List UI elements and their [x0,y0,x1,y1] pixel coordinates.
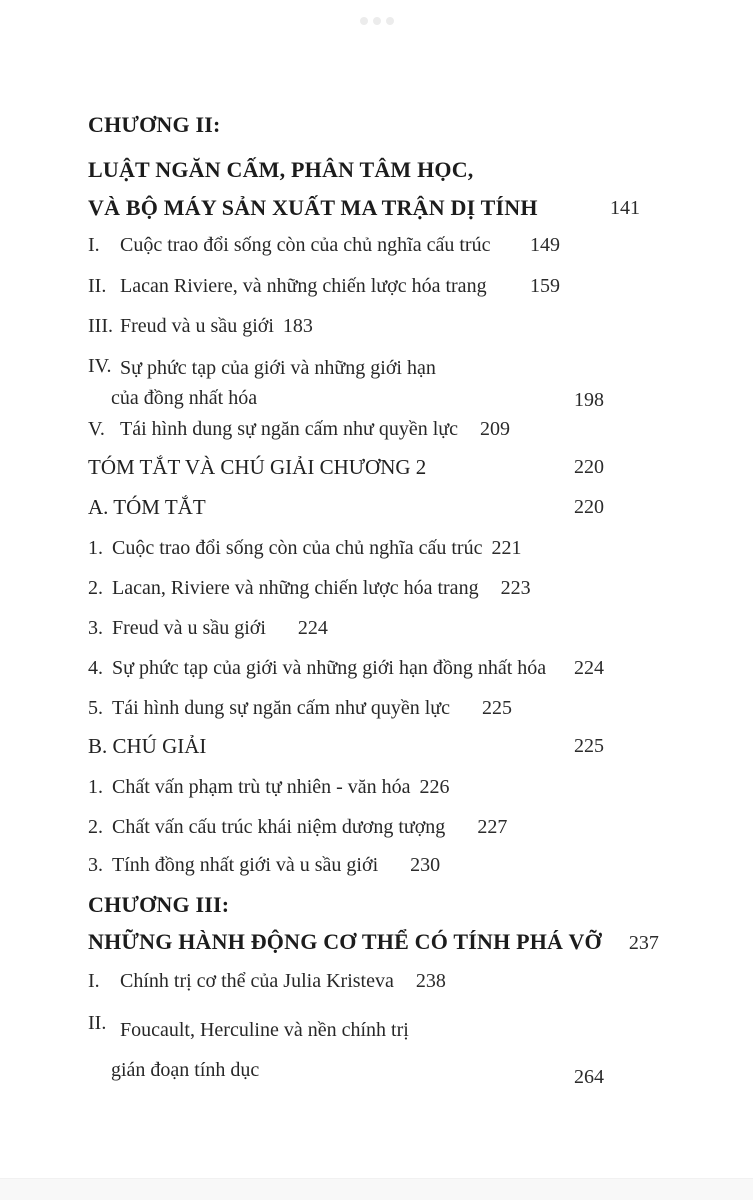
page-number: 225 [482,697,513,719]
toc-item [88,695,733,721]
item-numeral: II. [88,1012,107,1034]
chapter-2-title-line2 [88,195,733,222]
page-number: 198 [574,389,604,411]
recap-heading [88,454,733,481]
page-number: 225 [574,735,604,757]
page-number: 226 [419,776,450,798]
item-numeral: III. [88,315,113,337]
item-text: Chất vấn cấu trúc khái niệm dương tượng [112,816,446,838]
chapter-2-label: CHƯƠNG II: [88,112,221,137]
toc-item [88,968,733,994]
item-text: Lacan Riviere, và những chiến lược hóa trang [120,275,487,297]
toc-item [88,655,733,681]
item-number: 2. [88,577,103,599]
toc-item [88,774,733,800]
page-number: 220 [574,496,604,518]
toc-item [88,232,733,258]
page-number: 237 [628,932,659,954]
page-number: 220 [574,456,604,478]
item-text: Tái hình dung sự ngăn cấm như quyền lực [120,418,459,440]
item-text: Freud và u sầu giới [112,617,266,639]
toc-item [88,535,733,561]
item-text: Cuộc trao đổi sống còn của chủ nghĩa cấu trúc [112,537,483,559]
item-text: Freud và u sầu giới [120,315,274,337]
toc-content [88,112,733,1090]
item-number: 2. [88,816,103,838]
page-number: 149 [530,234,560,256]
toc-item [88,575,733,601]
page-number: 238 [415,970,446,992]
toc-item [88,615,733,641]
dot-icon [360,17,368,25]
toc-item [88,1010,733,1090]
toc-item [88,273,733,299]
page-bottom-edge [0,1178,753,1200]
item-text: Cuộc trao đổi sống còn của chủ nghĩa cấu trúc [120,234,491,256]
item-number: 4. [88,657,103,679]
chapter-3-title-text: NHỮNG HÀNH ĐỘNG CƠ THỂ CÓ TÍNH PHÁ VỠ [88,929,602,954]
item-text-line1: Foucault, Herculine và nền chính trị [120,1019,409,1041]
item-number: 3. [88,854,103,876]
item-text: Tính đồng nhất giới và u sầu giới [112,854,379,876]
chapter-2-title-line1: LUẬT NGĂN CẤM, PHÂN TÂM HỌC, [88,157,474,182]
dot-icon [386,17,394,25]
item-text: Chất vấn phạm trù tự nhiên - văn hóa [112,776,411,798]
section-b-title: B. CHÚ GIẢI [88,734,207,758]
item-numeral: IV. [88,355,112,377]
item-text: Chính trị cơ thể của Julia Kristeva [120,970,394,992]
page-number: 264 [574,1066,604,1088]
toc-item [88,416,733,442]
item-number: 1. [88,776,103,798]
page-number: 183 [282,315,313,337]
section-a-title: A. TÓM TẮT [88,495,206,519]
item-numeral: I. [88,234,100,256]
page-number: 227 [477,816,508,838]
item-text: Tái hình dung sự ngăn cấm như quyền lực [112,697,451,719]
toc-item [88,313,733,339]
item-text: Lacan, Riviere và những chiến lược hóa trang [112,577,479,599]
page-number: 223 [500,577,531,599]
item-numeral: II. [88,275,107,297]
item-text: Sự phức tạp của giới và những giới hạn đồng nhất hóa [112,657,547,679]
item-numeral: V. [88,418,105,440]
item-numeral: I. [88,970,100,992]
section-a-heading [88,494,733,521]
chapter-2-title-text: VÀ BỘ MÁY SẢN XUẤT MA TRẬN DỊ TÍNH [88,195,538,220]
page-number: 224 [574,657,604,679]
item-text [111,353,436,413]
item-text [111,1010,409,1090]
item-text-line2: gián đoạn tính dục [111,1059,260,1081]
dot-icon [373,17,381,25]
item-number: 1. [88,537,103,559]
page-number: 221 [491,537,522,559]
recap-heading-text: TÓM TẮT VÀ CHÚ GIẢI CHƯƠNG 2 [88,455,427,479]
toc-item [88,814,733,840]
chapter-3-title-line [88,929,733,956]
page-number: 224 [297,617,328,639]
drag-handle-dots-icon[interactable] [360,17,394,25]
page-number: 159 [530,275,560,297]
chapter-3-label: CHƯƠNG III: [88,892,230,917]
page-number: 209 [480,418,511,440]
toc-item [88,852,733,878]
toc-item [88,353,733,413]
section-b-heading [88,733,733,760]
page-number: 230 [410,854,441,876]
item-text-line2: của đồng nhất hóa [111,387,258,409]
item-text-line1: Sự phức tạp của giới và những giới hạn [120,357,436,379]
item-number: 5. [88,697,103,719]
item-number: 3. [88,617,103,639]
page-number: 141 [610,197,640,219]
